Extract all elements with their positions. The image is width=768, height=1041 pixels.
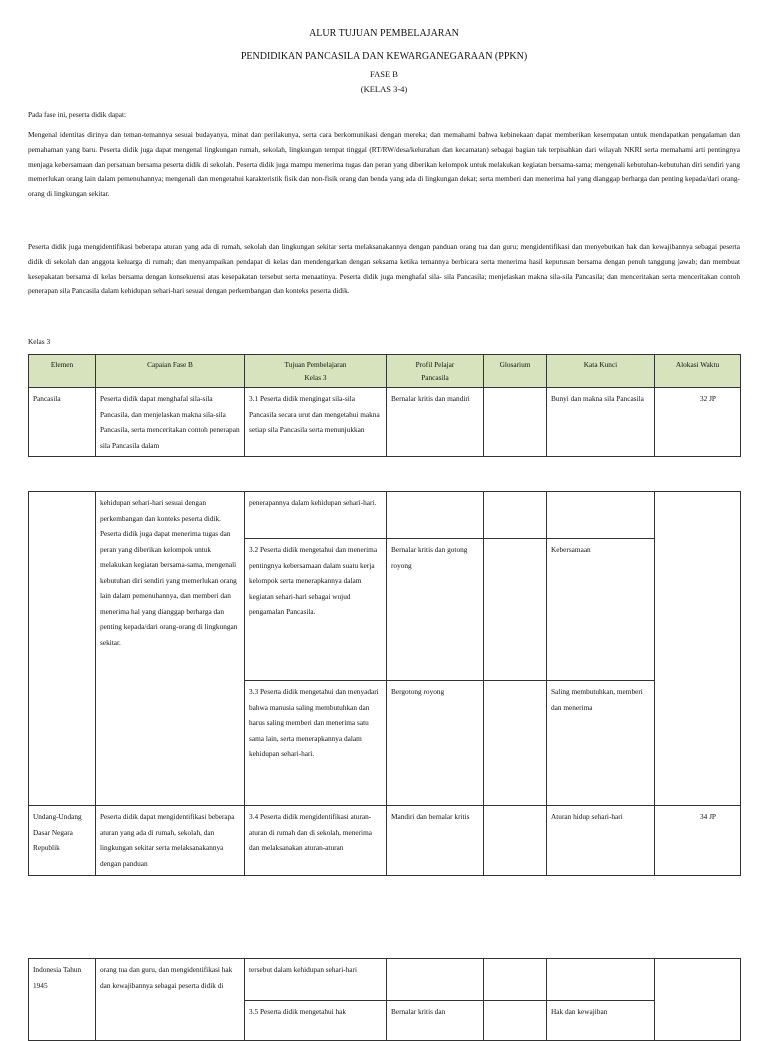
header-alokasi: Alokasi Waktu	[655, 355, 741, 388]
header-glosarium: Glosarium	[484, 355, 547, 388]
intro-text: Pada fase ini, peserta didik dapat:	[28, 110, 127, 119]
cell-glosarium	[484, 681, 547, 806]
cell-glosarium	[484, 388, 547, 457]
cell-tujuan: 3.5 Peserta didik mengetahui hak	[245, 1001, 387, 1041]
table-row	[29, 388, 741, 457]
cell-tujuan: 3.2 Peserta didik mengetahui dan menerima pentingnya kebersamaan dalam suatu kerja kelompok serta menerapkannya dalam kegiatan sehari-hari sebagai wujud pengamalan Pancasila.	[245, 539, 387, 681]
table-row	[29, 806, 741, 876]
cell-profil: Bernalar kritis dan	[387, 1001, 484, 1041]
cell-profil: Bernalar kritis dan gotong royong	[387, 539, 484, 681]
atp-table-page-3	[28, 958, 741, 1041]
cell-elemen: Indonesia Tahun 1945	[29, 959, 96, 1041]
cell-profil: Bernalar kritis dan mandiri	[387, 388, 484, 457]
fase-label: FASE B	[370, 69, 398, 79]
table-header-row	[29, 355, 741, 388]
cell-capaian: Peserta didik dapat mengidentifikasi beberapa aturan yang ada di rumah, sekolah, dan lingkungan sekitar serta melaksanakannya dengan panduan	[96, 806, 245, 876]
cell-tujuan: 3.3 Peserta didik mengetahui dan menyadari bahwa manusia saling membutuhkan dan harus saling memberi dan menerima satu sama lain, serta menerapkannya dalam kehidupan sehari-hari.	[245, 681, 387, 806]
cell-kata-kunci	[547, 492, 655, 539]
cell-glosarium	[484, 959, 547, 1001]
kelas-range-label: (KELAS 3-4)	[360, 84, 408, 94]
table-row	[29, 492, 741, 539]
capaian-paragraph-1: Mengenal identitas dirinya dan teman-temannya sesuai budayanya, minat dan perilakunya, serta cara berkomunikasi dengan mereka; dan memahami bahwa kebinekaan dapat memberikan kesempatan untuk mendapatkan pengalaman dan pemahaman yang baru. Peserta didik juga dapat mengenal lingkungan rumah, sekolah, lingkungan tempat tinggal (RT/RW/desa/kelurahan dan kecamatan) sebagai bagian tak terpisahkan dari wilayah NKRI serta memahami arti pentingnya menjaga kebersamaan dan persatuan bersama peserta didik di sekolah. Peserta didik juga mampu menerima tugas dan peran yang diberikan kelompok untuk melakukan kegiatan bersama-sama; mengenali kebutuhan-kebutuhan diri sendiri yang memerlukan orang lain dalam pemenuhannya; mengenali dan mengetahui karakteristik fisik dan non-fisik orang dan benda yang ada di lingkungan dekat; serta memberi dan menerima hal yang dianggap berharga dan penting kepada/dari orang-orang di lingkungan sekitar.	[28, 130, 740, 199]
cell-glosarium	[484, 539, 547, 681]
cell-elemen: Pancasila	[29, 388, 96, 457]
cell-alokasi	[655, 492, 741, 806]
cell-elemen: Undang-Undang Dasar Negara Republik	[29, 806, 96, 876]
cell-kata-kunci: Kebersamaan	[547, 539, 655, 681]
header-tujuan: Tujuan Pembelajaran Kelas 3	[245, 355, 387, 388]
cell-alokasi: 32 JP	[655, 388, 741, 457]
atp-table-page-1	[28, 354, 741, 457]
header-profil: Profil Pelajar Pancasila	[387, 355, 484, 388]
header-elemen: Elemen	[29, 355, 96, 388]
cell-kata-kunci: Aturan hidup sehari-hari	[547, 806, 655, 876]
header-kata-kunci: Kata Kunci	[547, 355, 655, 388]
cell-alokasi: 34 JP	[655, 806, 741, 876]
cell-profil: Mandiri dan bernalar kritis	[387, 806, 484, 876]
cell-kata-kunci: Bunyi dan makna sila Pancasila	[547, 388, 655, 457]
cell-elemen	[29, 492, 96, 806]
cell-tujuan: 3.1 Peserta didik mengingat sila-sila Pancasila secara urut dan mengetahui makna setiap sila Pancasila serta menunjukkan	[245, 388, 387, 457]
subject-title: PENDIDIKAN PANCASILA DAN KEWARGANEGARAAN (PPKN)	[240, 51, 528, 62]
cell-capaian: Peserta didik dapat menghafal sila-sila Pancasila, dan menjelaskan makna sila-sila Pancasila, serta menceritakan contoh penerapan sila Pancasila dalam	[96, 388, 245, 457]
cell-kata-kunci: Saling membutuhkan, memberi dan menerima	[547, 681, 655, 806]
cell-capaian: orang tua dan guru, dan mengidentifikasi hak dan kewajibannya sebagai peserta didik di	[96, 959, 245, 1041]
document-title: ALUR TUJUAN PEMBELAJARAN	[309, 28, 459, 39]
cell-glosarium	[484, 492, 547, 539]
kelas-label: Kelas 3	[28, 337, 51, 346]
cell-kata-kunci	[547, 959, 655, 1001]
cell-profil: Bergotong royong	[387, 681, 484, 806]
cell-alokasi	[655, 959, 741, 1041]
header-capaian: Capaian Fase B	[96, 355, 245, 388]
cell-glosarium	[484, 1001, 547, 1041]
table-row	[29, 959, 741, 1001]
capaian-paragraph-2: Peserta didik juga mengidentifikasi beberapa aturan yang ada di rumah, sekolah dan lingkungan sekitar serta melaksanakannya dengan panduan orang tua dan guru; mengidentifikasi dan menyebutkan hak dan kewajibannya sebagai peserta didik di sekolah dan anggota keluarga di rumah; dan menyampaikan pendapat di kelas dan mendengarkan dengan seksama ketika temannya berbicara serta menerima hasil keputusan bersama dengan penuh tanggung jawab; dan membuat kesepakatan bersama di kelas bersama dengan konsekuensi atas kesepakatan tersebut serta menaatinya. Peserta didik juga menghafal sila- sila Pancasila; menjelaskan makna sila-sila Pancasila; dan menceritakan serta menceritakan contoh penerapan sila Pancasila dalam kehidupan sehari-hari sesuai dengan perkembangan dan konteks peserta didik.	[28, 242, 740, 296]
cell-profil	[387, 492, 484, 539]
cell-tujuan: penerapannya dalam kehidupan sehari-hari.	[245, 492, 387, 539]
cell-capaian: kehidupan sehari-hari sesuai dengan perkembangan dan konteks peserta didik. Peserta didik juga dapat menerima tugas dan peran yang diberikan kelompok untuk melakukan kegiatan bersama-sama, mengenali kebutuhan diri sendiri yang memerlukan orang lain dalam pemenuhannya, dan memberi dan menerima hal yang dianggap berharga dan penting kepada/dari orang-orang di lingkungan sekitar.	[96, 492, 245, 806]
cell-kata-kunci: Hak dan kewajiban	[547, 1001, 655, 1041]
cell-tujuan: tersebut dalam kehidupan sehari-hari	[245, 959, 387, 1001]
cell-tujuan: 3.4 Peserta didik mengidentifikasi aturan-aturan di rumah dan di sekolah, menerima dan melaksanakan aturan-aturan	[245, 806, 387, 876]
cell-glosarium	[484, 806, 547, 876]
cell-profil	[387, 959, 484, 1001]
atp-table-page-2	[28, 491, 741, 876]
